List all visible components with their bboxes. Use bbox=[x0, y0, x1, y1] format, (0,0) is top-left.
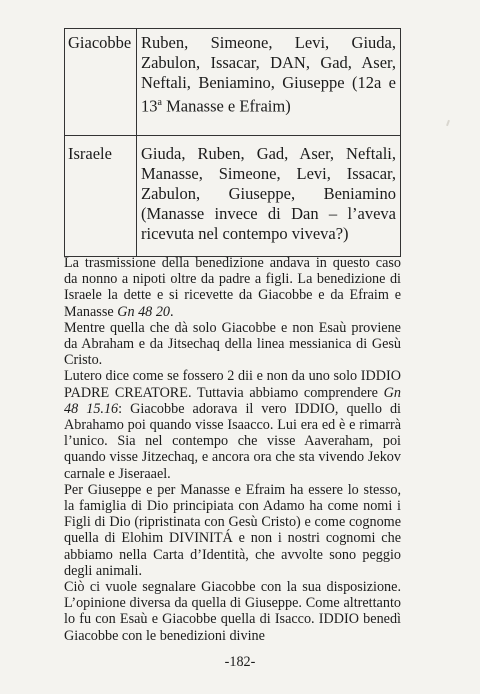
text: : Giacobbe adorava il vero IDDIO, quello di Abrahamo poi quando visse Isaacco. Lui era ed è e rimarrà l’unico. Sia nel contempo che visse Aaveraham, poi quando visse Jitzechaq, e ancora ora che sta vivendo Jekov carnale e Jiseraael. bbox=[64, 400, 401, 482]
tribes-text-end: Manasse e Efraim) bbox=[161, 96, 291, 116]
paragraph: Mentre quella che dà solo Giacobbe e non Esaù proviene da Abraham e da Jitsechaq della linea messianica di Gesù Cristo. bbox=[64, 319, 401, 369]
row-name: Israele bbox=[65, 136, 137, 257]
row-tribes: Giuda, Ruben, Gad, Aser, Neftali, Manasse, Simeone, Levi, Issacar, Zabulon, Giuseppe, Beniamino (Manasse invece di Dan – l’aveva ricevuta nel contempo viveva?) bbox=[137, 136, 401, 257]
tribes-text: Ruben, Simeone, Levi, Giuda, Zabulon, Issacar, DAN, Gad, Aser, Neftali, Beniamino, Giuseppe (12a e 13 bbox=[141, 33, 396, 116]
superscript: a bbox=[157, 97, 162, 108]
table-row bbox=[65, 29, 401, 136]
page-number: -182- bbox=[224, 654, 256, 670]
paragraph: Ciò ci vuole segnalare Giacobbe con la sua disposizione. L’opinione diversa da quella di Giuseppe. Come altrettanto lo fu con Esaù e Giacobbe quella di Isacco. IDDIO benedì Giacobbe con le benedizioni divine bbox=[64, 579, 401, 644]
text: Lutero dice come se fossero 2 dii e non da uno solo IDDIO PADRE CREATORE. Tuttavia abbiamo comprendere bbox=[64, 368, 401, 401]
text: . bbox=[170, 303, 174, 320]
paragraph: Per Giuseppe e per Manasse e Efraim ha essere lo stesso, la famiglia di Dio principiata con Adamo ha come nomi i Figli di Dio (ripristinata con Gesù Cristo) e come cognome quella di Elohim DIVINITÁ e non i nostri cognomi che abbiamo nella Carta d’Identità, che avvolte sono peggio degli animali. bbox=[64, 481, 401, 579]
tribes-table bbox=[64, 28, 401, 257]
body-text bbox=[64, 255, 401, 644]
bible-reference: Gn 48 20 bbox=[117, 303, 171, 320]
row-name: Giacobbe bbox=[65, 29, 137, 136]
text: La trasmissione della benedizione andava in questo caso da nonno a nipoti oltre da padre a figli. La benedizione di Israele la dette e si ricevette da Giacobbe e da Efraim e Manasse bbox=[64, 255, 401, 320]
row-tribes bbox=[137, 29, 401, 136]
paper-speck bbox=[446, 120, 450, 126]
table-row bbox=[65, 136, 401, 257]
bible-reference: Gn 48 15.16 bbox=[64, 384, 401, 417]
paragraph bbox=[64, 255, 401, 320]
paragraph bbox=[64, 368, 401, 481]
